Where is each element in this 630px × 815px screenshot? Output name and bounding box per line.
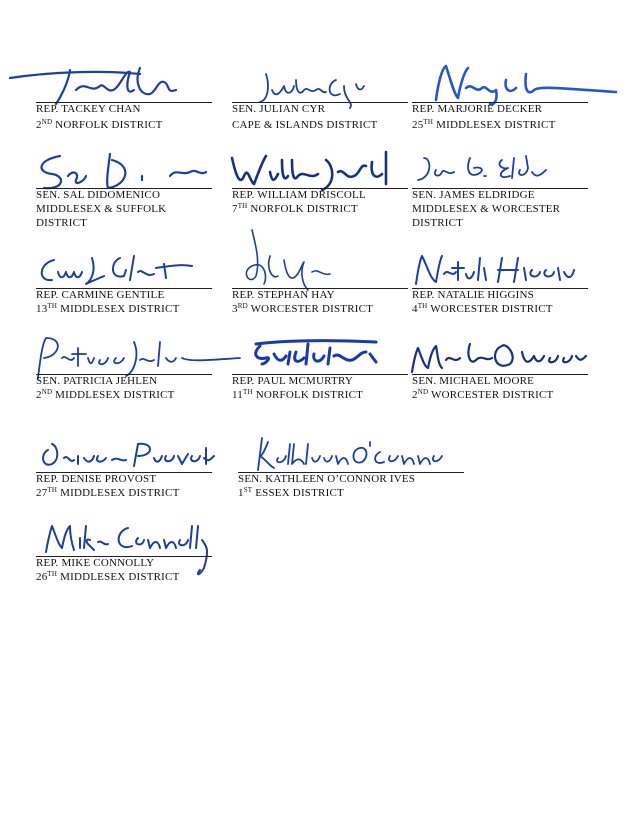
- signer-district: 7TH NORFOLK DISTRICT: [232, 202, 358, 215]
- signer-district: 11TH NORFOLK DISTRICT: [232, 388, 364, 401]
- signature-mcmurtry: [226, 332, 416, 380]
- signature-jehlen: [30, 332, 220, 380]
- signer-district: 2ND WORCESTER DISTRICT: [412, 388, 554, 401]
- signer-district: MIDDLESEX & SUFFOLK: [36, 203, 167, 215]
- signer-title: SEN. SAL DIDOMENICO: [36, 189, 161, 201]
- signature-eldridge: [406, 146, 596, 194]
- signature-hay: [226, 246, 416, 294]
- signer-title: SEN. JAMES ELDRIDGE: [412, 189, 535, 201]
- signer-district: CAPE & ISLANDS DISTRICT: [232, 119, 378, 131]
- signer-title: REP. PAUL MCMURTRY: [232, 375, 354, 387]
- signer-title: SEN. KATHLEEN O’CONNOR IVES: [238, 473, 416, 485]
- signature-moore: [406, 332, 596, 380]
- signature-chan: [30, 60, 220, 108]
- signer-title: REP. CARMINE GENTILE: [36, 289, 165, 301]
- signer-district: 3RD WORCESTER DISTRICT: [232, 302, 374, 315]
- signer-title: REP. TACKEY CHAN: [36, 103, 141, 115]
- signer-title: SEN. JULIAN CYR: [232, 103, 326, 115]
- signer-title: REP. DENISE PROVOST: [36, 473, 157, 485]
- signer-district: 27TH MIDDLESEX DISTRICT: [36, 486, 180, 499]
- signature-driscoll: [226, 146, 416, 194]
- signature-higgins: [406, 246, 596, 294]
- signer-district: 2ND MIDDLESEX DISTRICT: [36, 388, 175, 401]
- signer-district: 2ND NORFOLK DISTRICT: [36, 118, 163, 131]
- signature-decker: [406, 60, 596, 108]
- signature-cyr: [226, 60, 416, 108]
- signer-title: REP. STEPHAN HAY: [232, 289, 335, 301]
- signer-title: REP. NATALIE HIGGINS: [412, 289, 534, 301]
- signer-title: REP. MARJORIE DECKER: [412, 103, 543, 115]
- signer-district: 4TH WORCESTER DISTRICT: [412, 302, 553, 315]
- signer-title: SEN. PATRICIA JEHLEN: [36, 375, 158, 387]
- signer-district: 1ST ESSEX DISTRICT: [238, 486, 344, 499]
- signer-district-cont: DISTRICT: [412, 217, 464, 229]
- signature-gentile: [30, 246, 220, 294]
- signer-district: MIDDLESEX & WORCESTER: [412, 203, 561, 215]
- signer-title: REP. MIKE CONNOLLY: [36, 557, 155, 569]
- signature-didomenico: [30, 146, 220, 194]
- signer-district: 25TH MIDDLESEX DISTRICT: [412, 118, 556, 131]
- signature-ives: [232, 430, 462, 478]
- signer-district: 26TH MIDDLESEX DISTRICT: [36, 570, 180, 583]
- signer-district: 13TH MIDDLESEX DISTRICT: [36, 302, 180, 315]
- signature-connolly: [30, 514, 220, 562]
- signer-title: SEN. MICHAEL MOORE: [412, 375, 535, 387]
- signer-district-cont: DISTRICT: [36, 217, 88, 229]
- signer-title: REP. WILLIAM DRISCOLL: [232, 189, 366, 201]
- signature-provost: [30, 430, 220, 478]
